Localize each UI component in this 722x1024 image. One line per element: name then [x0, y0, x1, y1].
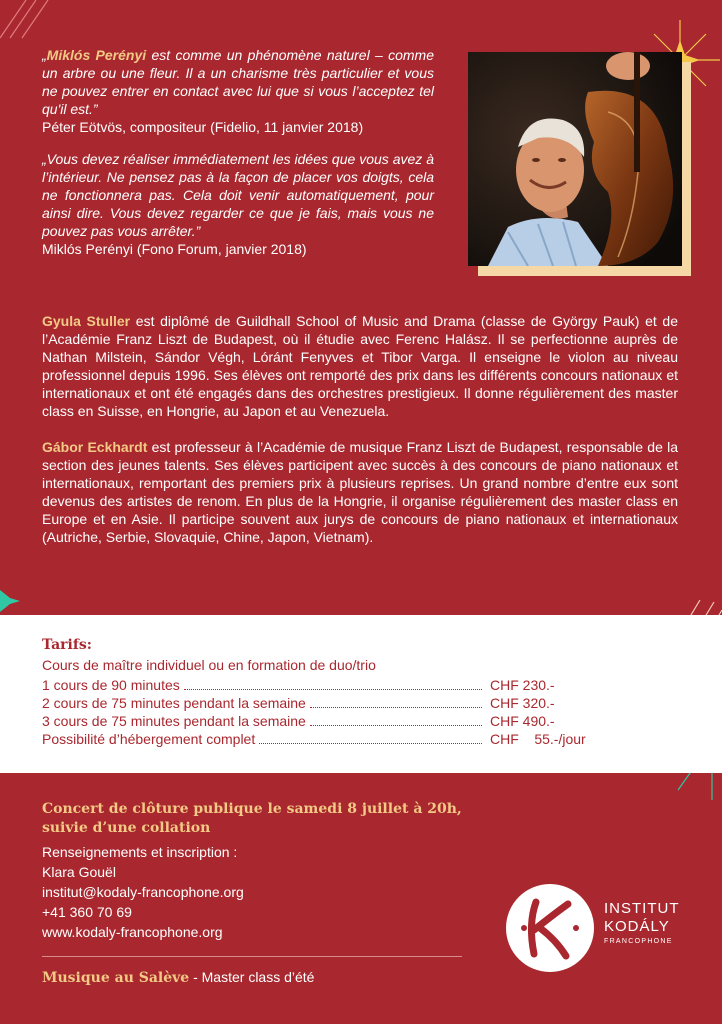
contact-block [42, 842, 244, 942]
bio-gyula-stuller [42, 312, 678, 420]
footer-brand: Musique au Salève [42, 970, 190, 986]
tarifs-subtitle: Cours de maître individuel ou en formation de duo/trio [42, 657, 376, 673]
tarif-price: CHF 230.- [490, 677, 555, 693]
bio-text: est diplômé de Guildhall School of Music and Drama (classe de György Pauk) et de l’Académie Franz Liszt de Budapest, où il étudie avec Ferenc Halász. Il se perfectionne auprès de Nathan Milstein, Sándor Végh, Lóránt Fenyves et Tibor Varga. Il enseigne le violon au niveau professionnel depuis 1996. Ses élèves ont remporté des prix dans les différents concours nationaux et internationaux et ont été engagés dans des orchestres prestigieux. Il donne régulièrement des master class en Suisse, en Hongrie, au Japon et au Venezuela. [42, 313, 678, 419]
contact-name: Klara Gouël [42, 864, 116, 880]
bio-name: Gyula Stuller [42, 313, 131, 329]
logo-wordmark [604, 900, 680, 945]
contact-email[interactable]: institut@kodaly-francophone.org [42, 884, 244, 900]
quote-highlight-name: Miklós Perényi [46, 47, 147, 63]
logo-line-francophone: FRANCOPHONE [604, 938, 673, 945]
quote-text [42, 46, 434, 118]
concert-announcement: Concert de clôture publique le samedi 8 juillet à 20h, suivie d’une collation [42, 801, 462, 836]
bio-gabor-eckhardt [42, 438, 678, 546]
contact-phone[interactable]: +41 360 70 69 [42, 904, 132, 920]
quote-open-mark: „ [42, 47, 47, 63]
quote-perenyi [42, 150, 434, 258]
quote-attribution: Péter Eötvös, compositeur (Fidelio, 11 janvier 2018) [42, 119, 364, 135]
tarif-label: Possibilité d’hébergement complet [42, 731, 256, 747]
quote-perenyi-eotvos [42, 46, 434, 136]
footer-suffix: - Master class d’été [189, 969, 315, 985]
contact-heading: Renseignements et inscription : [42, 844, 238, 860]
logo-line-institut: INSTITUT [604, 900, 680, 917]
decorative-lines-top-left [0, 0, 60, 40]
tarif-leader-dots [310, 712, 482, 726]
logo-emblem [506, 884, 594, 972]
tarifs-section [0, 615, 722, 773]
quote-text: „Vous devez réaliser immédiatement les idées que vous avez à l’intérieur. Ne pensez pas à la façon de placer vos doigts, cela ne fonctionnera pas. Cela doit venir automatiquement, pour ainsi dire. Vous devez regarder ce que je fais, mais vous ne pouvez pas vous arrêter.” [42, 151, 434, 239]
institut-kodaly-logo [506, 882, 701, 982]
footer-divider [42, 956, 462, 957]
bio-name: Gábor Eckhardt [42, 439, 148, 455]
tarif-row [42, 694, 562, 712]
footer-tagline [42, 968, 314, 987]
quote-attribution: Miklós Perényi (Fono Forum, janvier 2018) [42, 241, 307, 257]
tarif-leader-dots [259, 730, 482, 744]
cellist-illustration [468, 52, 682, 266]
tarifs-title: Tarifs: [42, 637, 92, 653]
tarif-price: CHF 55.-/jour [490, 731, 586, 747]
teal-star-icon [0, 588, 22, 614]
cellist-photo [468, 52, 682, 266]
quote-body: est comme un phénomène naturel – comme un arbre ou une fleur. Il a un charisme très particulier et vous ne pouvez entrer en contact avec lui que si vous l’acceptez tel qu'il est.” [42, 47, 435, 117]
tarif-row [42, 712, 562, 730]
tarif-leader-dots [310, 694, 482, 708]
tarif-row [42, 730, 592, 748]
contact-website[interactable]: www.kodaly-francophone.org [42, 924, 223, 940]
quotes-section [42, 46, 434, 258]
tarif-leader-dots [184, 676, 482, 690]
bio-text: est professeur à l’Académie de musique Franz Liszt de Budapest, responsable de la section des jeunes talents. Ses élèves participent avec succès à des concours de piano nationaux et internationaux, remportant des premiers prix à plusieurs reprises. Un grand nombre d’entre eux sont devenus des artistes de renom. En plus de la Hongrie, il organise régulièrement des master class en Europe et en Asie. Il participe souvent aux jurys de concours de piano nationaux et internationaux (Autriche, Serbie, Slovaquie, Chine, Japon, Vietnam). [42, 439, 679, 545]
tarif-row [42, 676, 562, 694]
tarif-price: CHF 490.- [490, 713, 555, 729]
tarif-price: CHF 320.- [490, 695, 555, 711]
logo-k-icon [506, 884, 594, 972]
tarif-label: 2 cours de 75 minutes pendant la semaine [42, 695, 306, 711]
bios-section [42, 312, 678, 546]
logo-line-kodaly: KODÁLY [604, 918, 670, 935]
tarif-label: 1 cours de 90 minutes [42, 677, 180, 693]
tarif-label: 3 cours de 75 minutes pendant la semaine [42, 713, 306, 729]
